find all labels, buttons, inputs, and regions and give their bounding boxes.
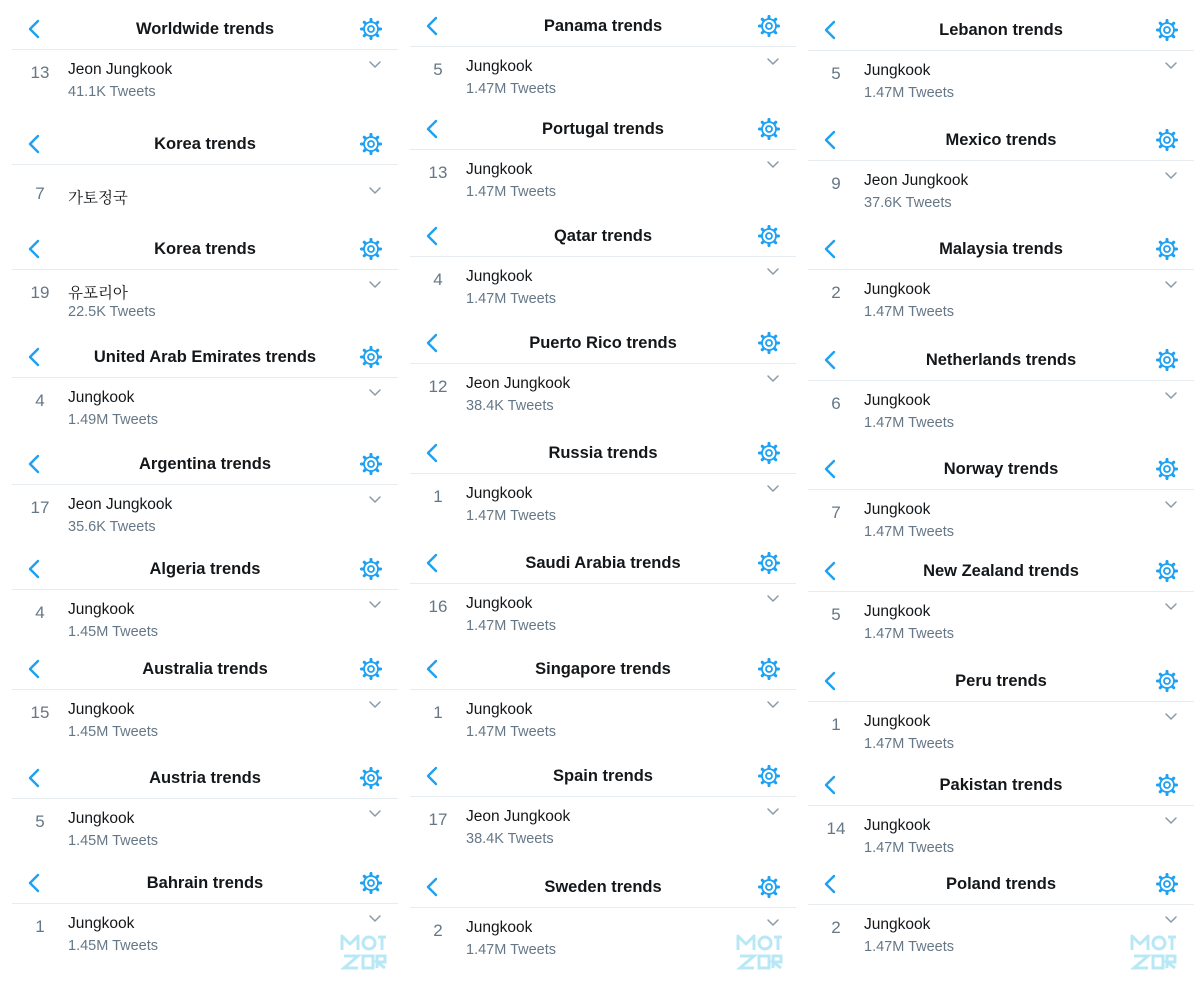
chevron-left-icon[interactable] (26, 133, 44, 155)
trends-panel-3 (808, 0, 1194, 987)
chevron-left-icon[interactable] (26, 872, 44, 894)
trends-title: Sweden trends (544, 878, 662, 896)
chevron-left-icon[interactable] (822, 560, 840, 582)
trend-name: Jungkook (68, 810, 135, 827)
trend-item[interactable] (808, 702, 1194, 762)
trends-card (12, 549, 398, 650)
trends-title: Bahrain trends (146, 874, 264, 892)
tweet-count: 1.47M Tweets (466, 291, 557, 307)
trends-card (808, 765, 1194, 866)
trends-card (808, 449, 1194, 550)
tweet-count: 1.47M Tweets (864, 840, 955, 856)
trend-rank: 9 (831, 174, 841, 193)
gear-icon[interactable] (758, 442, 780, 464)
chevron-left-icon[interactable] (822, 458, 840, 480)
watermark-logo (338, 932, 390, 972)
trends-title: Norway trends (943, 460, 1059, 478)
trend-name: Jungkook (68, 601, 135, 618)
trends-card (12, 758, 398, 859)
chevron-down-icon[interactable] (368, 809, 382, 819)
gear-icon[interactable] (758, 15, 780, 37)
tweet-count: 1.47M Tweets (466, 618, 557, 634)
gear-icon[interactable] (1156, 774, 1178, 796)
trend-name: Jungkook (466, 701, 533, 718)
chevron-down-icon[interactable] (1164, 602, 1178, 612)
trend-name: Jungkook (466, 268, 533, 285)
trends-card (808, 10, 1194, 111)
chevron-down-icon[interactable] (766, 57, 780, 67)
chevron-down-icon[interactable] (368, 60, 382, 70)
trends-title: Korea trends (154, 135, 256, 153)
trends-header (410, 756, 796, 797)
watermark-logo (734, 932, 786, 972)
trend-rank: 1 (35, 917, 45, 936)
trend-name: 유포리아 (68, 285, 128, 302)
trend-item[interactable] (410, 257, 796, 317)
chevron-down-icon[interactable] (368, 186, 382, 196)
trend-rank: 7 (35, 184, 45, 203)
trends-header (12, 863, 398, 904)
trends-header (808, 551, 1194, 592)
trend-name: Jungkook (466, 58, 533, 75)
trends-title: Singapore trends (535, 660, 671, 678)
trend-name: Jungkook (864, 713, 931, 730)
trends-title: Panama trends (543, 17, 663, 35)
tweet-count: 1.47M Tweets (466, 184, 557, 200)
tweet-count: 22.5K Tweets (68, 304, 156, 320)
chevron-down-icon[interactable] (1164, 391, 1178, 401)
trends-title: Spain trends (553, 767, 653, 785)
trends-title: Mexico trends (945, 131, 1057, 149)
tweet-count: 1.47M Tweets (864, 736, 955, 752)
tweet-count: 1.45M Tweets (68, 624, 159, 640)
tweet-count: 1.47M Tweets (466, 508, 557, 524)
chevron-down-icon[interactable] (368, 280, 382, 290)
trend-rank: 16 (428, 597, 448, 616)
trends-header (12, 549, 398, 590)
trend-name: Jeon Jungkook (68, 61, 173, 78)
chevron-down-icon[interactable] (1164, 915, 1178, 925)
gear-icon[interactable] (1156, 349, 1178, 371)
trend-name: Jungkook (466, 485, 533, 502)
gear-icon[interactable] (360, 238, 382, 260)
chevron-down-icon[interactable] (1164, 280, 1178, 290)
trends-title: Qatar trends (553, 227, 653, 245)
trend-item[interactable] (12, 799, 398, 859)
gear-icon[interactable] (1156, 19, 1178, 41)
trends-title: Algeria trends (149, 560, 261, 578)
chevron-left-icon[interactable] (424, 658, 442, 680)
trends-title: Worldwide trends (135, 20, 275, 38)
chevron-left-icon[interactable] (26, 238, 44, 260)
trend-rank: 7 (831, 503, 841, 522)
gear-icon[interactable] (360, 18, 382, 40)
chevron-down-icon[interactable] (766, 918, 780, 928)
tweet-count: 1.47M Tweets (864, 85, 955, 101)
trend-item[interactable] (12, 165, 398, 225)
watermark-logo (1128, 932, 1180, 972)
trends-header (12, 229, 398, 270)
gear-icon[interactable] (758, 225, 780, 247)
trends-header (410, 6, 796, 47)
trends-card (808, 229, 1194, 330)
trend-rank: 13 (428, 163, 448, 182)
chevron-left-icon[interactable] (424, 118, 442, 140)
trend-name: Jungkook (864, 817, 931, 834)
trend-item[interactable] (12, 485, 398, 545)
chevron-left-icon[interactable] (822, 238, 840, 260)
tweet-count: 38.4K Tweets (466, 398, 554, 414)
chevron-left-icon[interactable] (26, 767, 44, 789)
chevron-down-icon[interactable] (368, 600, 382, 610)
gear-icon[interactable] (758, 552, 780, 574)
trends-title: Korea trends (154, 240, 256, 258)
chevron-left-icon[interactable] (424, 765, 442, 787)
trend-rank: 1 (433, 703, 443, 722)
trend-item[interactable] (808, 51, 1194, 111)
trends-card (808, 340, 1194, 441)
tweet-count: 35.6K Tweets (68, 519, 156, 535)
trend-item[interactable] (12, 590, 398, 650)
trends-header (808, 765, 1194, 806)
trend-rank: 4 (35, 603, 45, 622)
chevron-down-icon[interactable] (766, 807, 780, 817)
trend-item[interactable] (410, 690, 796, 750)
trends-card (410, 433, 796, 534)
trend-name: Jungkook (864, 392, 931, 409)
tweet-count: 1.47M Tweets (864, 415, 955, 431)
trend-item[interactable] (808, 806, 1194, 866)
chevron-down-icon[interactable] (1164, 61, 1178, 71)
trends-title: Peru trends (955, 672, 1047, 690)
trends-header (410, 543, 796, 584)
gear-icon[interactable] (360, 658, 382, 680)
trend-item[interactable] (410, 364, 796, 424)
trend-item[interactable] (12, 270, 398, 330)
trends-header (12, 124, 398, 165)
gear-icon[interactable] (1156, 873, 1178, 895)
trends-card (808, 661, 1194, 762)
trends-card (12, 649, 398, 750)
chevron-down-icon[interactable] (1164, 500, 1178, 510)
trends-card (410, 543, 796, 644)
trends-header (808, 229, 1194, 270)
trend-name: Jungkook (68, 915, 135, 932)
trend-rank: 19 (30, 283, 50, 302)
trends-header (808, 120, 1194, 161)
gear-icon[interactable] (360, 133, 382, 155)
trend-rank: 1 (433, 487, 443, 506)
trend-rank: 4 (433, 270, 443, 289)
trend-rank: 2 (831, 918, 841, 937)
gear-icon[interactable] (1156, 560, 1178, 582)
trend-item[interactable] (410, 797, 796, 857)
trends-title: Malaysia trends (939, 240, 1063, 258)
trend-name: Jeon Jungkook (466, 808, 571, 825)
trends-card (808, 551, 1194, 652)
chevron-left-icon[interactable] (26, 558, 44, 580)
gear-icon[interactable] (758, 118, 780, 140)
trend-item[interactable] (410, 150, 796, 210)
chevron-down-icon[interactable] (1164, 712, 1178, 722)
gear-icon[interactable] (1156, 238, 1178, 260)
chevron-down-icon[interactable] (368, 700, 382, 710)
chevron-left-icon[interactable] (424, 552, 442, 574)
chevron-left-icon[interactable] (424, 332, 442, 354)
gear-icon[interactable] (1156, 129, 1178, 151)
chevron-down-icon[interactable] (1164, 171, 1178, 181)
trends-panel-1 (12, 0, 398, 987)
trends-header (410, 649, 796, 690)
trend-rank: 2 (831, 283, 841, 302)
trend-item[interactable] (808, 592, 1194, 652)
trend-rank: 6 (831, 394, 841, 413)
chevron-down-icon[interactable] (766, 160, 780, 170)
chevron-down-icon[interactable] (1164, 816, 1178, 826)
trend-item[interactable] (410, 584, 796, 644)
trends-card (12, 337, 398, 438)
chevron-left-icon[interactable] (424, 442, 442, 464)
chevron-down-icon[interactable] (766, 484, 780, 494)
trends-panel-2 (410, 0, 796, 987)
trends-header (410, 109, 796, 150)
trends-header (808, 661, 1194, 702)
trend-rank: 5 (831, 605, 841, 624)
chevron-down-icon[interactable] (368, 388, 382, 398)
trends-card (410, 109, 796, 210)
trends-title: Argentina trends (138, 455, 272, 473)
trends-card (410, 323, 796, 424)
trend-name: Jungkook (466, 595, 533, 612)
trend-name: Jungkook (864, 281, 931, 298)
trends-title: Netherlands trends (925, 351, 1077, 369)
trend-name: Jeon Jungkook (466, 375, 571, 392)
trend-rank: 17 (428, 810, 448, 829)
trend-name: Jungkook (864, 62, 931, 79)
chevron-left-icon[interactable] (26, 453, 44, 475)
chevron-down-icon[interactable] (766, 594, 780, 604)
trends-title: Austria trends (149, 769, 261, 787)
chevron-left-icon[interactable] (822, 349, 840, 371)
trends-card (808, 120, 1194, 221)
trend-rank: 5 (35, 812, 45, 831)
trends-header (808, 10, 1194, 51)
trends-card (12, 444, 398, 545)
trend-name: Jungkook (68, 701, 135, 718)
chevron-left-icon[interactable] (26, 18, 44, 40)
gear-icon[interactable] (758, 658, 780, 680)
trends-header (12, 758, 398, 799)
tweet-count: 1.47M Tweets (864, 939, 955, 955)
trends-header (12, 444, 398, 485)
trends-title: Lebanon trends (939, 21, 1063, 39)
trend-item[interactable] (12, 50, 398, 110)
trends-title: New Zealand trends (923, 562, 1079, 580)
tweet-count: 1.47M Tweets (466, 724, 557, 740)
trend-rank: 4 (35, 391, 45, 410)
tweet-count: 1.47M Tweets (864, 626, 955, 642)
trend-item[interactable] (808, 161, 1194, 221)
trend-name: Jungkook (466, 919, 533, 936)
tweet-count: 1.49M Tweets (68, 412, 159, 428)
trend-rank: 5 (433, 60, 443, 79)
trends-title: Puerto Rico trends (529, 334, 677, 352)
trend-rank: 13 (30, 63, 50, 82)
chevron-left-icon[interactable] (424, 876, 442, 898)
chevron-left-icon[interactable] (26, 658, 44, 680)
trends-card (410, 6, 796, 107)
chevron-down-icon[interactable] (766, 267, 780, 277)
gear-icon[interactable] (758, 765, 780, 787)
tweet-count: 1.47M Tweets (466, 942, 557, 958)
trend-rank: 5 (831, 64, 841, 83)
chevron-left-icon[interactable] (26, 346, 44, 368)
tweet-count: 38.4K Tweets (466, 831, 554, 847)
chevron-left-icon[interactable] (822, 873, 840, 895)
chevron-left-icon[interactable] (822, 670, 840, 692)
gear-icon[interactable] (360, 558, 382, 580)
chevron-left-icon[interactable] (424, 15, 442, 37)
trends-header (410, 216, 796, 257)
trends-header (12, 337, 398, 378)
trends-header (808, 864, 1194, 905)
gear-icon[interactable] (360, 872, 382, 894)
trends-title: Saudi Arabia trends (525, 554, 681, 572)
trends-header (12, 9, 398, 50)
chevron-down-icon[interactable] (766, 700, 780, 710)
trend-name: Jungkook (864, 916, 931, 933)
chevron-left-icon[interactable] (822, 774, 840, 796)
tweet-count: 1.45M Tweets (68, 938, 159, 954)
trends-title: Portugal trends (542, 120, 664, 138)
gear-icon[interactable] (360, 346, 382, 368)
trends-header (410, 323, 796, 364)
trends-header (410, 867, 796, 908)
trends-header (12, 649, 398, 690)
chevron-down-icon[interactable] (766, 374, 780, 384)
gear-icon[interactable] (1156, 458, 1178, 480)
trend-item[interactable] (410, 47, 796, 107)
trend-rank: 14 (826, 819, 846, 838)
trends-card (12, 9, 398, 110)
tweet-count: 1.45M Tweets (68, 724, 159, 740)
trend-name: Jeon Jungkook (864, 172, 969, 189)
chevron-left-icon[interactable] (822, 19, 840, 41)
trend-rank: 12 (428, 377, 448, 396)
trend-item[interactable] (808, 270, 1194, 330)
gear-icon[interactable] (758, 876, 780, 898)
trend-item[interactable] (808, 490, 1194, 550)
trend-rank: 1 (831, 715, 841, 734)
trend-name: Jeon Jungkook (68, 496, 173, 513)
trends-title: Australia trends (142, 660, 268, 678)
gear-icon[interactable] (758, 332, 780, 354)
trends-title: United Arab Emirates trends (93, 348, 317, 366)
trend-name: Jungkook (864, 603, 931, 620)
gear-icon[interactable] (360, 767, 382, 789)
trend-name: Jungkook (864, 501, 931, 518)
trend-item[interactable] (410, 474, 796, 534)
trend-rank: 15 (30, 703, 50, 722)
trends-card (12, 229, 398, 330)
trends-header (410, 433, 796, 474)
trends-card (410, 216, 796, 317)
trends-card (12, 124, 398, 225)
trend-name: Jungkook (466, 161, 533, 178)
gear-icon[interactable] (360, 453, 382, 475)
trend-item[interactable] (808, 381, 1194, 441)
tweet-count: 1.47M Tweets (466, 81, 557, 97)
tweet-count: 37.6K Tweets (864, 195, 952, 211)
tweet-count: 1.45M Tweets (68, 833, 159, 849)
trends-header (808, 340, 1194, 381)
trends-title: Pakistan trends (939, 776, 1063, 794)
trends-card (410, 649, 796, 750)
chevron-left-icon[interactable] (424, 225, 442, 247)
trend-rank: 2 (433, 921, 443, 940)
trends-title: Poland trends (945, 875, 1056, 893)
chevron-down-icon[interactable] (368, 495, 382, 505)
chevron-left-icon[interactable] (822, 129, 840, 151)
tweet-count: 41.1K Tweets (68, 84, 156, 100)
trends-card (410, 756, 796, 857)
trend-rank: 17 (30, 498, 50, 517)
trend-item[interactable] (12, 378, 398, 438)
trend-name: Jungkook (68, 389, 135, 406)
trends-title: Russia trends (548, 444, 658, 462)
trend-item[interactable] (12, 690, 398, 750)
trends-header (808, 449, 1194, 490)
chevron-down-icon[interactable] (368, 914, 382, 924)
gear-icon[interactable] (1156, 670, 1178, 692)
trend-name: 가토정국 (68, 190, 128, 207)
tweet-count: 1.47M Tweets (864, 304, 955, 320)
tweet-count: 1.47M Tweets (864, 524, 955, 540)
